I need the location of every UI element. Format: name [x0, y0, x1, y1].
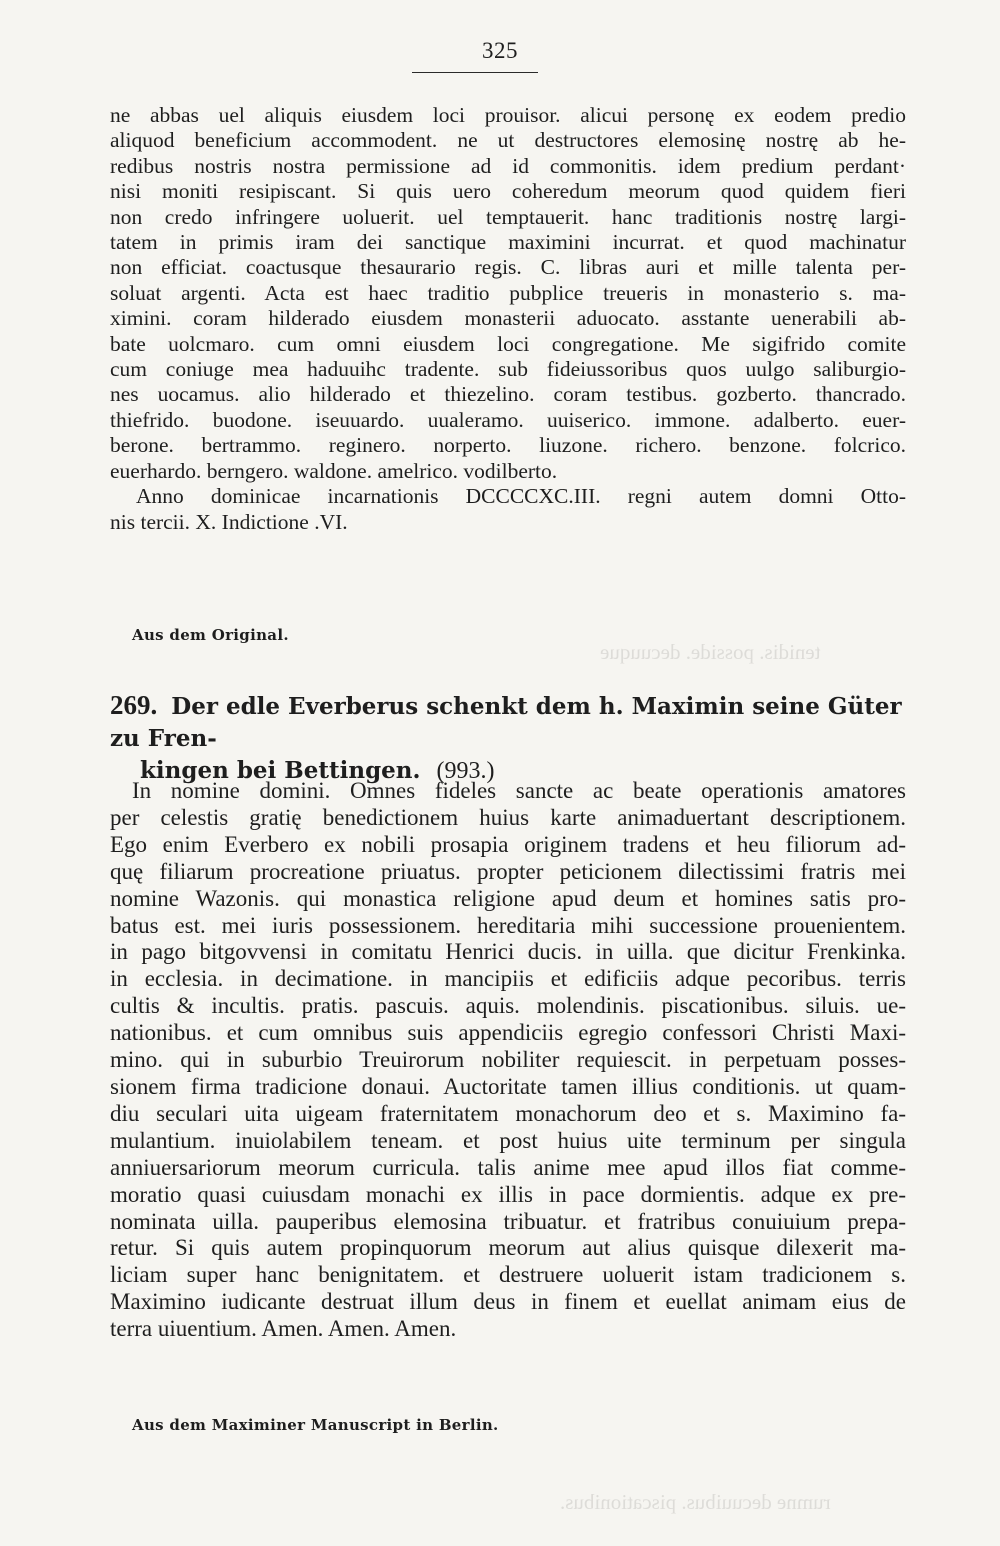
text-line: retur. Si quis autem propinquorum meorum aut alius quisque dilexerit ma-	[110, 1235, 906, 1261]
text-line: non credo infringere uoluerit. uel temptauerit. hanc traditionis nostrę largi-	[110, 204, 906, 229]
text-line: nes uocamus. alio hilderado et thiezelino. coram testibus. gozberto. thancrado.	[110, 382, 906, 407]
text-line: batus est. mei iuris possessionem. hereditaria mihi successione prouenientem.	[110, 912, 906, 938]
text-line: quę filiarum procreatione priuatus. propter peticionem dilectissimi fratris mei	[110, 858, 906, 884]
text-line: thiefrido. buodone. iseuuardo. uualeramo. uuiserico. immone. adalberto. euer-	[110, 407, 906, 432]
source-note: Aus dem Original.	[132, 626, 289, 644]
show-through-text: tenidis. posside. decuuque	[600, 640, 821, 664]
text-line: mino. qui in suburbio Treuirorum nobiliter requiescit. in perpetuam posses-	[110, 1047, 906, 1073]
text-line: nominata uilla. pauperibus elemosina tribuatur. et fratribus conuiuium prepa-	[110, 1208, 906, 1234]
text-line: liciam super hanc benignitatem. et destruere uoluerit istam tradicionem s.	[110, 1262, 906, 1288]
text-line: in pago bitgovvensi in comitatu Henrici ducis. in uilla. que dicitur Frenkinka.	[110, 939, 906, 965]
text-line: aliquod beneficium accommodent. ne ut destructores elemosinę nostrę ab he-	[110, 128, 906, 153]
charter-text-continued	[110, 103, 906, 535]
text-line: non efficiat. coactusque thesaurario regis. C. libras auri et mille talenta per-	[110, 255, 906, 280]
show-through-text: rumne decuuibus. piscationibus.	[560, 1490, 831, 1514]
text-line: terra uiuentium. Amen. Amen. Amen.	[110, 1316, 457, 1342]
text-line: nationibus. et cum omnibus suis appendiciis egregio confessori Christi Maxi-	[110, 1020, 906, 1046]
text-line: cultis & incultis. pratis. pascuis. aquis. molendinis. piscationibus. siluis. ue-	[110, 993, 906, 1019]
text-line: soluat argenti. Acta est haec traditio pubplice treueris in monasterio s. ma-	[110, 280, 906, 305]
source-note: Aus dem Maximiner Manuscript in Berlin.	[132, 1416, 499, 1434]
text-line: euerhardo. berngero. waldone. amelrico. vodilberto.	[110, 458, 558, 483]
charter-text	[110, 778, 906, 1343]
text-line: sionem firma tradicione donaui. Auctoritate tamen illius conditionis. ut quam-	[110, 1073, 906, 1099]
text-line: nis tercii. X. Indictione .VI.	[110, 509, 348, 534]
text-line: ximini. coram hilderado eiusdem monasterii aduocato. asstante uenerabili ab-	[110, 306, 906, 331]
document-number: 269.	[110, 690, 158, 720]
text-line: mulantium. inuiolabilem teneam. et post huius uite terminum per singula	[110, 1127, 906, 1153]
document-title-continued: kingen bei Bettingen.	[140, 757, 421, 784]
text-line: tatem in primis iram dei sanctique maximini incurrat. et quod machinatur	[110, 230, 906, 255]
document-title: Der edle Everberus schenkt dem h. Maximin seine Güter zu Fren-	[110, 693, 902, 752]
document-year: (993.)	[436, 758, 495, 784]
text-line: per celestis gratię benedictionem huius karte animaduertant descriptionem.	[110, 804, 906, 830]
text-line: Maximino iudicante destruat illum deus in finem et euellat animam eius de	[110, 1289, 906, 1315]
text-line: diu seculari uita uigeam fraternitatem monachorum deo et s. Maximino fa-	[110, 1100, 906, 1126]
page-number: 325	[482, 38, 518, 63]
text-line: Ego enim Everbero ex nobili prosapia originem tradens et heu filiorum ad-	[110, 831, 906, 857]
text-line: in ecclesia. in decimatione. in mancipiis et edificiis adque pecoribus. terris	[110, 966, 906, 992]
text-line: Anno dominicae incarnationis DCCCCXC.III. regni autem domni Otto-	[136, 484, 906, 509]
text-line: cum coniuge mea haduuihc tradente. sub fideiussoribus quos uulgo saliburgio-	[110, 357, 906, 382]
text-line: In nomine domini. Omnes fideles sancte ac beate operationis amatores	[132, 778, 906, 803]
text-line: nomine Wazonis. qui monastica religione apud deum et homines satis pro-	[110, 885, 906, 911]
text-line: berone. bertrammo. reginero. norperto. liuzone. richero. benzone. folcrico.	[110, 433, 906, 458]
text-line: moratio quasi cuiusdam monachi ex illis in pace dormientis. adque ex pre-	[110, 1181, 906, 1207]
text-line: ne abbas uel aliquis eiusdem loci prouisor. alicui personę ex eodem predio	[110, 103, 906, 127]
text-line: redibus nostris nostra permissione ad id commonitis. idem predium perdant·	[110, 153, 906, 178]
text-line: nisi moniti resipiscant. Si quis uero coheredum meorum quod quidem fieri	[110, 179, 906, 204]
text-line: bate uolcmaro. cum omni eiusdem loci congregatione. Me sigifrido comite	[110, 331, 906, 356]
header-rule	[412, 72, 538, 73]
text-line: anniuersariorum meorum curricula. talis anime mee apud illos fiat comme-	[110, 1154, 906, 1180]
document-heading	[110, 690, 910, 787]
